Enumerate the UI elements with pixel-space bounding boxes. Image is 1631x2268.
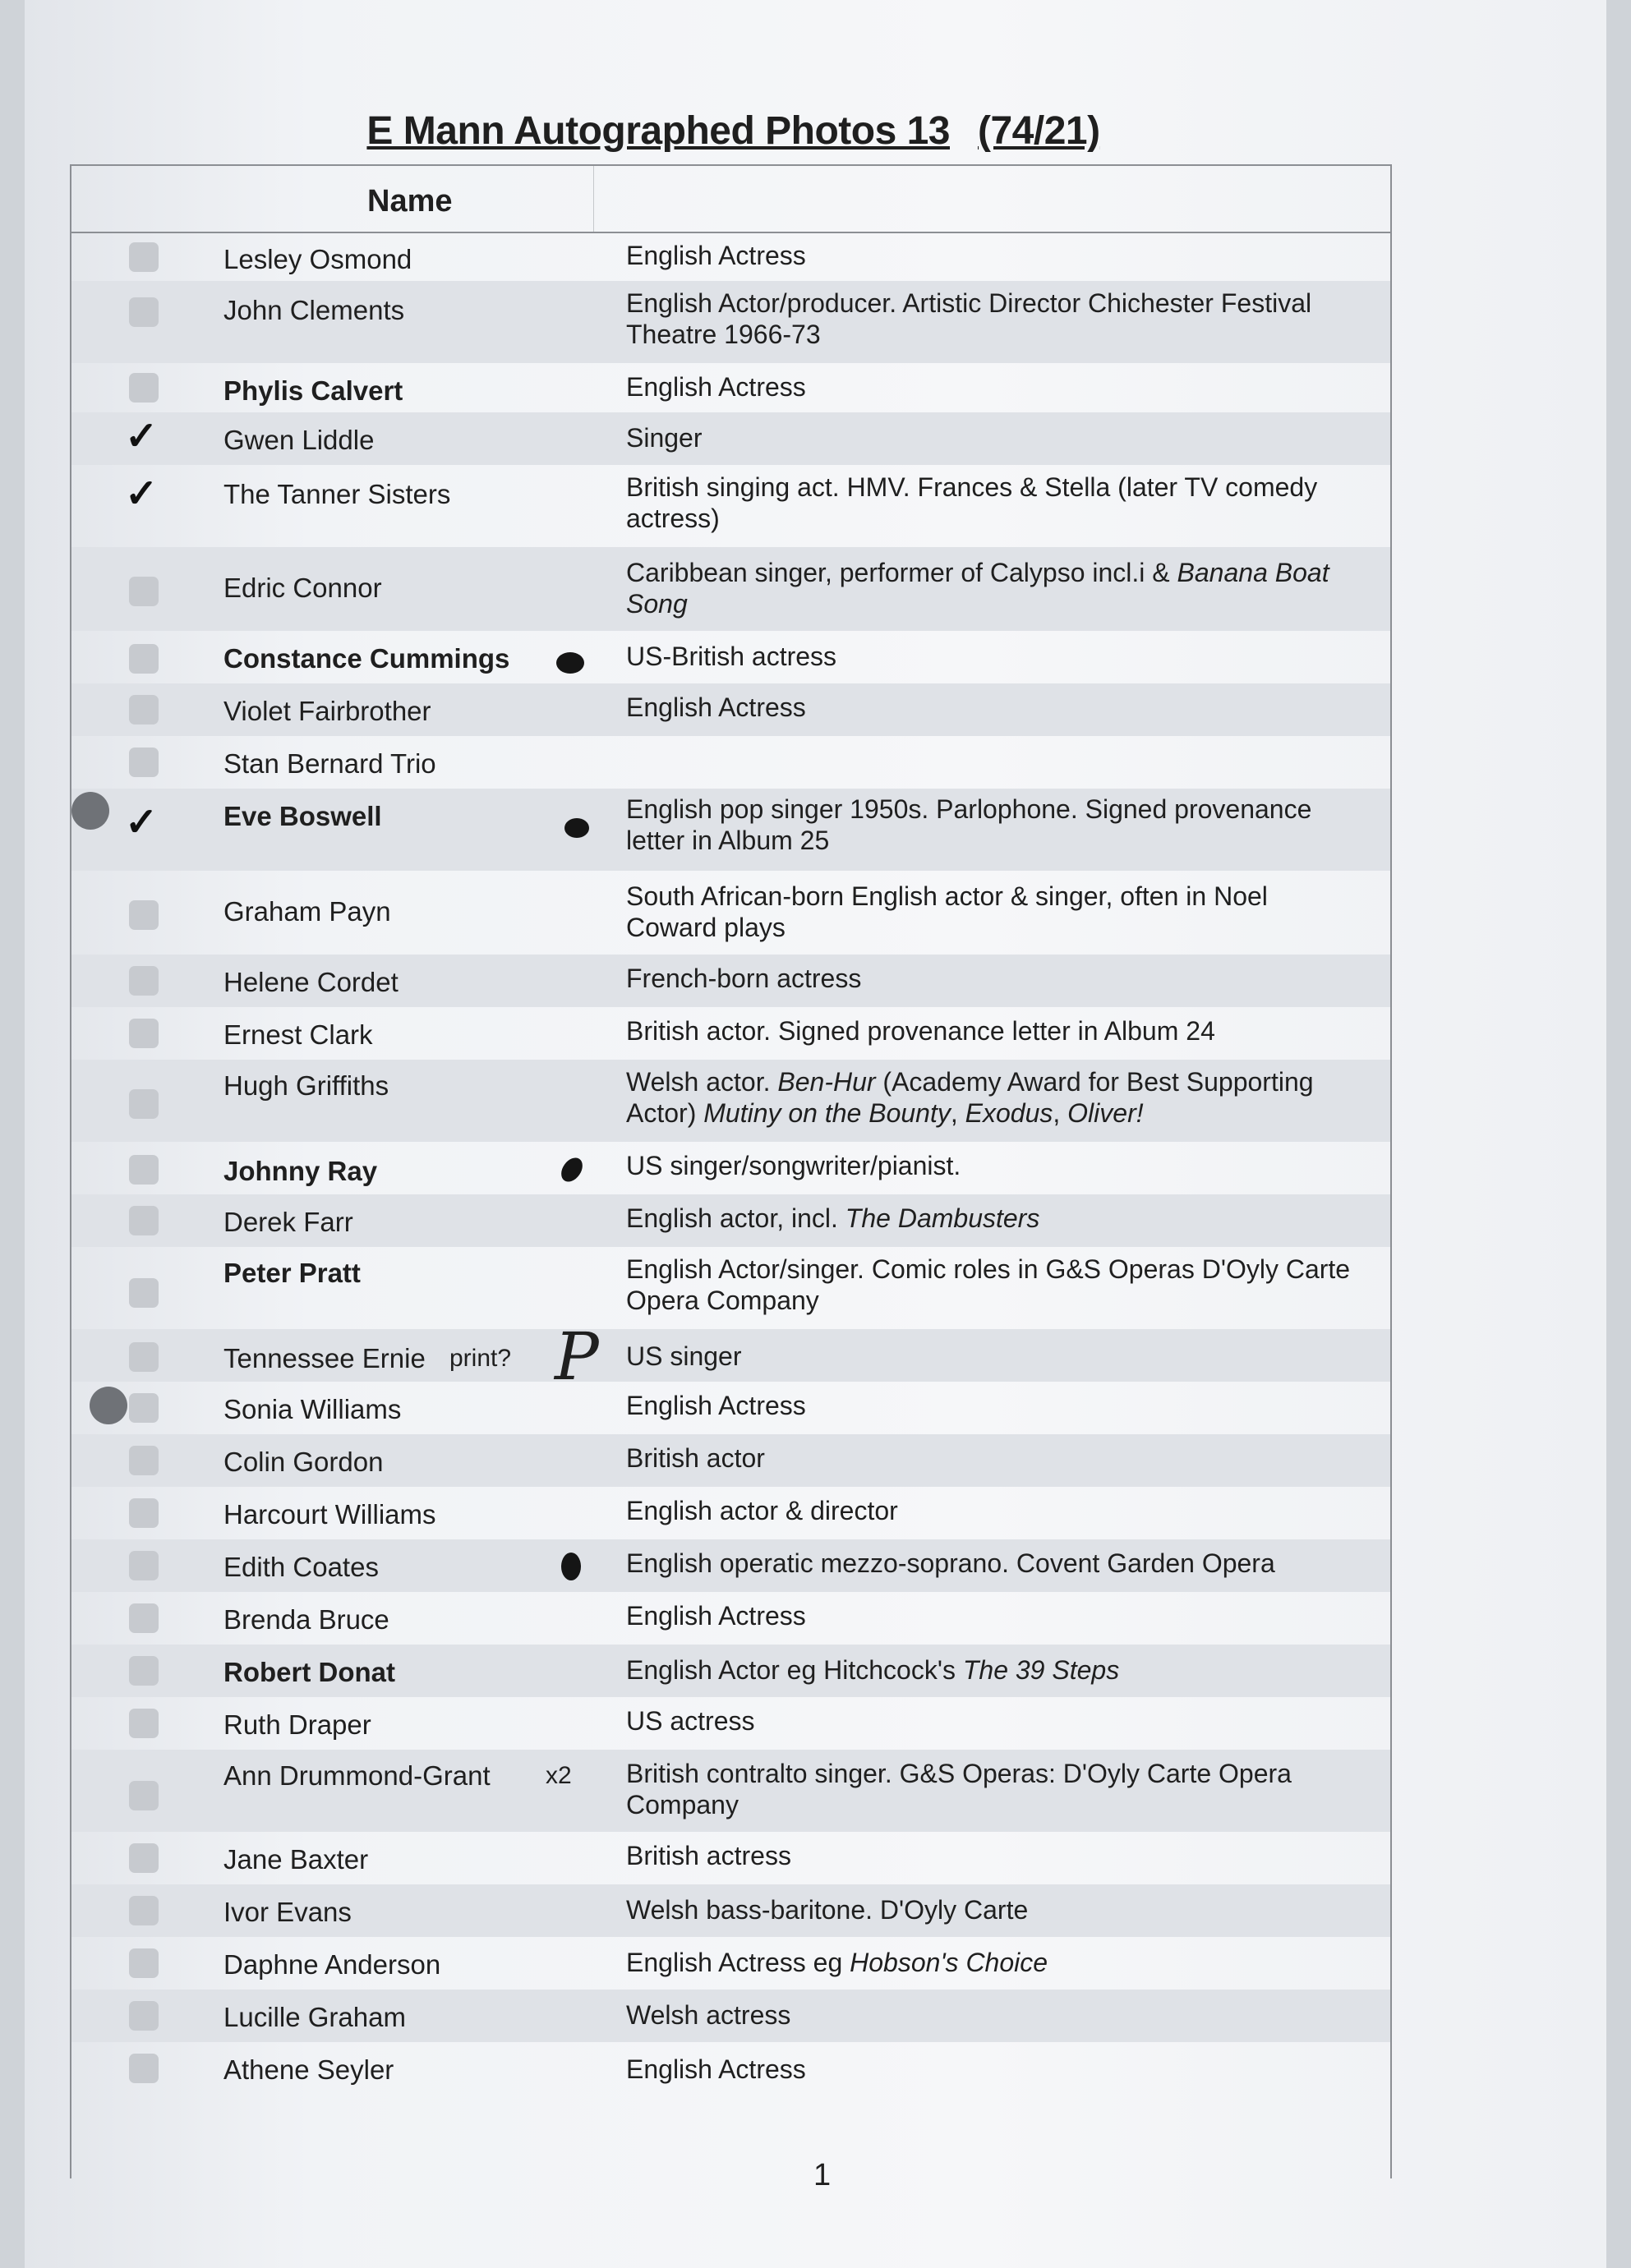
row-name: Harcourt Williams bbox=[223, 1499, 436, 1530]
table-row bbox=[71, 1382, 1390, 1434]
row-name: Lucille Graham bbox=[223, 2002, 406, 2032]
row-name: Sonia Williams bbox=[223, 1394, 402, 1424]
row-description: English Actress bbox=[626, 1391, 806, 1420]
row-name: Edric Connor bbox=[223, 573, 382, 603]
row-name: Graham Payn bbox=[223, 896, 391, 927]
row-description: British actor bbox=[626, 1443, 765, 1473]
ink-blot-icon bbox=[556, 652, 584, 674]
title-code: (74/21) bbox=[978, 109, 1100, 153]
desc-text: Caribbean singer, performer of Calypso incl.i & bbox=[626, 558, 1177, 587]
row-description: French-born actress bbox=[626, 964, 862, 993]
row-name: Tennessee Ernie bbox=[223, 1343, 426, 1373]
table-row bbox=[71, 1007, 1390, 1060]
checkbox[interactable] bbox=[129, 695, 159, 725]
row-name: Edith Coates bbox=[223, 1552, 379, 1582]
desc-text: English Actor eg Hitchcock's bbox=[626, 1655, 963, 1685]
checkbox[interactable] bbox=[129, 1709, 159, 1738]
desc-italic: Exodus bbox=[965, 1098, 1053, 1128]
table-row bbox=[71, 547, 1390, 631]
checkbox[interactable] bbox=[129, 748, 159, 777]
table-row bbox=[71, 789, 1390, 871]
checkbox[interactable] bbox=[129, 2054, 159, 2083]
row-description: US singer bbox=[626, 1341, 742, 1371]
checkbox[interactable] bbox=[129, 966, 159, 996]
autograph-table bbox=[70, 164, 1392, 2178]
punch-hole bbox=[90, 1387, 127, 1424]
desc-text: , bbox=[1053, 1098, 1068, 1128]
checkbox[interactable] bbox=[129, 1603, 159, 1633]
checkbox[interactable] bbox=[129, 1393, 159, 1423]
table-row bbox=[71, 1434, 1390, 1487]
row-description bbox=[626, 1203, 1366, 1234]
row-name: Gwen Liddle bbox=[223, 425, 375, 455]
checkbox[interactable] bbox=[129, 1498, 159, 1528]
desc-italic: Hobson's Choice bbox=[850, 1948, 1048, 1977]
checkbox[interactable] bbox=[129, 1896, 159, 1925]
row-name: Derek Farr bbox=[223, 1207, 353, 1237]
row-name: Johnny Ray bbox=[223, 1156, 378, 1186]
row-description bbox=[626, 1066, 1366, 1129]
check-mark-icon: ✓ bbox=[125, 415, 159, 458]
row-name: Ernest Clark bbox=[223, 1019, 373, 1050]
desc-italic: Mutiny on the Bounty bbox=[703, 1098, 951, 1128]
document-page bbox=[25, 0, 1606, 2268]
row-name: Robert Donat bbox=[223, 1657, 395, 1687]
table-row bbox=[71, 1487, 1390, 1539]
table-row bbox=[71, 1750, 1390, 1832]
table-row bbox=[71, 631, 1390, 683]
row-description: British singing act. HMV. Frances & Stella (later TV comedy actress) bbox=[626, 472, 1318, 533]
table-row bbox=[71, 1697, 1390, 1750]
table-row bbox=[71, 2042, 1390, 2095]
row-name: Jane Baxter bbox=[223, 1844, 369, 1875]
table-row bbox=[71, 465, 1390, 547]
checkbox[interactable] bbox=[129, 1948, 159, 1978]
row-description: British actor. Signed provenance letter in Album 24 bbox=[626, 1016, 1215, 1046]
table-row bbox=[71, 1142, 1390, 1194]
checkbox[interactable] bbox=[129, 1206, 159, 1235]
row-description: US singer/songwriter/pianist. bbox=[626, 1151, 961, 1180]
table-row bbox=[71, 1645, 1390, 1697]
checkbox[interactable] bbox=[129, 373, 159, 403]
row-description: Welsh bass-baritone. D'Oyly Carte bbox=[626, 1895, 1029, 1925]
checkbox[interactable] bbox=[129, 577, 159, 606]
row-name: Ruth Draper bbox=[223, 1709, 371, 1740]
row-name: Stan Bernard Trio bbox=[223, 748, 436, 779]
checkbox[interactable] bbox=[129, 1656, 159, 1686]
row-description: South African-born English actor & singer, often in Noel Coward plays bbox=[626, 881, 1268, 942]
desc-italic: Oliver! bbox=[1067, 1098, 1144, 1128]
table-row bbox=[71, 871, 1390, 955]
check-mark-icon: ✓ bbox=[125, 472, 159, 516]
row-description: English Actress bbox=[626, 1601, 806, 1631]
check-mark-icon: ✓ bbox=[125, 801, 159, 844]
row-description: British contralto singer. G&S Operas: D'Oyly Carte Opera Company bbox=[626, 1759, 1292, 1819]
row-description: English Actor/singer. Comic roles in G&S Operas D'Oyly Carte Opera Company bbox=[626, 1254, 1351, 1315]
handwritten-p-mark: P bbox=[555, 1318, 599, 1395]
table-row bbox=[71, 1194, 1390, 1247]
table-row bbox=[71, 1318, 1390, 1395]
row-name: Daphne Anderson bbox=[223, 1949, 441, 1980]
table-row bbox=[71, 1937, 1390, 1990]
row-name: Violet Fairbrother bbox=[223, 696, 431, 726]
row-description: English operatic mezzo-soprano. Covent Garden Opera bbox=[626, 1548, 1275, 1578]
ink-blot-icon bbox=[557, 1154, 587, 1186]
ink-blot-icon bbox=[561, 1553, 581, 1580]
row-note: print? bbox=[449, 1345, 512, 1372]
table-header bbox=[71, 166, 1390, 233]
row-description: Welsh actress bbox=[626, 2000, 791, 2030]
checkbox[interactable] bbox=[129, 1019, 159, 1048]
row-description: English pop singer 1950s. Parlophone. Signed provenance letter in Album 25 bbox=[626, 794, 1312, 855]
row-name: Helene Cordet bbox=[223, 967, 399, 997]
table-row bbox=[71, 683, 1390, 736]
table-row bbox=[71, 281, 1390, 363]
row-description: British actress bbox=[626, 1841, 791, 1870]
row-description: Singer bbox=[626, 423, 703, 453]
row-description bbox=[626, 557, 1366, 619]
row-name: Constance Cummings bbox=[223, 643, 510, 674]
desc-text: , bbox=[950, 1098, 965, 1128]
row-name: Hugh Griffiths bbox=[223, 1070, 389, 1101]
row-description: US actress bbox=[626, 1706, 755, 1736]
checkbox[interactable] bbox=[129, 2001, 159, 2031]
desc-italic: Banana Boat Song bbox=[626, 558, 1329, 619]
desc-text: (Academy Award for Best Supporting Actor) bbox=[626, 1067, 1314, 1128]
row-description bbox=[626, 1654, 1366, 1686]
desc-italic: Ben-Hur bbox=[777, 1067, 876, 1097]
ink-blot-icon bbox=[564, 818, 589, 838]
row-name: Ivor Evans bbox=[223, 1897, 352, 1927]
checkbox[interactable] bbox=[129, 1089, 159, 1119]
row-name: Eve Boswell bbox=[223, 801, 382, 831]
punch-hole bbox=[71, 792, 109, 830]
desc-text: English Actress eg bbox=[626, 1948, 850, 1977]
table-row bbox=[71, 363, 1390, 412]
title-main: E Mann Autographed Photos 13 bbox=[366, 109, 950, 153]
row-name: Peter Pratt bbox=[223, 1258, 361, 1288]
table-row bbox=[71, 955, 1390, 1007]
row-name: Athene Seyler bbox=[223, 2054, 394, 2085]
desc-text: Welsh actor. bbox=[626, 1067, 778, 1097]
table-row bbox=[71, 412, 1390, 465]
table-row bbox=[71, 1990, 1390, 2042]
table-row bbox=[71, 1884, 1390, 1937]
row-description bbox=[626, 1947, 1366, 1978]
row-note: x2 bbox=[546, 1762, 572, 1789]
checkbox[interactable] bbox=[129, 1843, 159, 1873]
row-name: The Tanner Sisters bbox=[223, 479, 451, 509]
row-description: English Actor/producer. Artistic Director Chichester Festival Theatre 1966-73 bbox=[626, 288, 1312, 349]
row-description: English Actress bbox=[626, 372, 806, 402]
checkbox[interactable] bbox=[129, 1551, 159, 1580]
page-number: 1 bbox=[813, 2158, 832, 2192]
row-name: Lesley Osmond bbox=[223, 244, 412, 274]
row-name: John Clements bbox=[223, 295, 405, 325]
table-row bbox=[71, 736, 1390, 789]
checkbox[interactable] bbox=[129, 900, 159, 930]
row-description: English actor & director bbox=[626, 1496, 898, 1525]
row-description: English Actress bbox=[626, 2054, 806, 2084]
checkbox[interactable] bbox=[129, 1155, 159, 1185]
table-row bbox=[71, 1060, 1390, 1142]
column-divider bbox=[593, 166, 594, 232]
row-name: Ann Drummond-Grant bbox=[223, 1760, 491, 1791]
row-description: English Actress bbox=[626, 241, 806, 270]
checkbox[interactable] bbox=[129, 1781, 159, 1810]
checkbox[interactable] bbox=[129, 1342, 159, 1372]
row-name: Colin Gordon bbox=[223, 1447, 384, 1477]
checkbox[interactable] bbox=[129, 242, 159, 272]
row-name: Brenda Bruce bbox=[223, 1604, 389, 1635]
row-description: US-British actress bbox=[626, 642, 837, 671]
checkbox[interactable] bbox=[129, 1278, 159, 1308]
desc-text: English actor, incl. bbox=[626, 1203, 845, 1233]
table-row bbox=[71, 1247, 1390, 1329]
table-row bbox=[71, 233, 1390, 281]
checkbox[interactable] bbox=[129, 297, 159, 327]
table-row bbox=[71, 1539, 1390, 1592]
page-title bbox=[25, 108, 1442, 154]
checkbox[interactable] bbox=[129, 1446, 159, 1475]
desc-italic: The Dambusters bbox=[845, 1203, 1040, 1233]
row-description: English Actress bbox=[626, 692, 806, 722]
table-row bbox=[71, 1832, 1390, 1884]
checkbox[interactable] bbox=[129, 644, 159, 674]
table-row bbox=[71, 1592, 1390, 1645]
header-name: Name bbox=[367, 184, 453, 219]
row-name: Phylis Calvert bbox=[223, 375, 403, 406]
desc-italic: The 39 Steps bbox=[962, 1655, 1120, 1685]
